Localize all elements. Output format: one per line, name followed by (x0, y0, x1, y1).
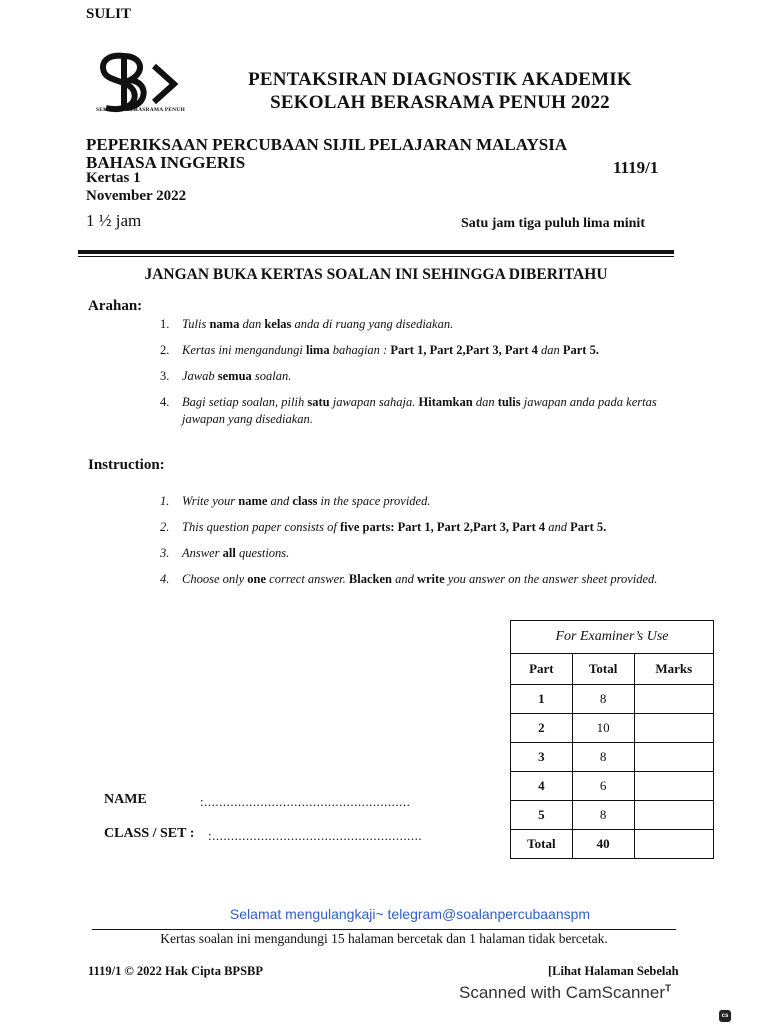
table-row (511, 714, 714, 743)
header-divider-thick (78, 250, 674, 254)
camscanner-watermark: Scanned with CamScanner$^T$ (459, 983, 672, 1002)
table-row (511, 801, 714, 830)
class-set-label: CLASS / SET : (104, 826, 195, 841)
arahan-item: 3. Jawab semua soalan. (160, 369, 292, 383)
part-cell: 1 (511, 685, 573, 714)
page-count-note: Kertas soalan ini mengandungi 15 halaman bercetak dan 1 halaman tidak bercetak. (160, 931, 608, 946)
name-label: NAME (104, 792, 147, 807)
item-number: 1. (160, 494, 170, 508)
arahan-list (160, 316, 680, 428)
warning-notice: JANGAN BUKA KERTAS SOALAN INI SEHINGGA DIBERITAHU (144, 266, 608, 283)
total-cell: 8 (572, 743, 634, 772)
name-field[interactable]: :....................................................... (200, 794, 411, 809)
item-number: 2. (160, 520, 170, 534)
paper-number: Kertas 1 (86, 170, 141, 186)
instruction-item: 1. Write your name and class in the space provided. (160, 494, 431, 508)
table-total-row (511, 830, 714, 859)
examiner-table (510, 620, 714, 859)
marks-cell (634, 743, 714, 772)
paper-code: 1119/1 (613, 158, 659, 177)
instruction-item: 4. Choose only one correct answer. Blacken and write you answer on the answer sheet provided. (160, 572, 658, 586)
next-page-note: [Lihat Halaman Sebelah (548, 964, 679, 978)
arahan-heading: Arahan: (88, 298, 143, 314)
marks-cell (634, 830, 714, 859)
camscanner-icon: cs (719, 1010, 731, 1022)
total-cell: 8 (572, 685, 634, 714)
header-divider-thin (78, 256, 674, 257)
part-cell: 2 (511, 714, 573, 743)
marks-cell (634, 714, 714, 743)
total-cell: 40 (572, 830, 634, 859)
subject: BAHASA INGGERIS (86, 153, 246, 172)
telegram-watermark: Selamat mengulangkaji~ telegram@soalanpercubaanspm (229, 906, 591, 922)
table-header-row (511, 654, 714, 685)
instruction-list (160, 493, 680, 588)
class-set-field[interactable]: :........................................................ (208, 828, 423, 843)
part-cell: Total (511, 830, 573, 859)
copyright: 1119/1 © 2022 Hak Cipta BPSBP (88, 964, 263, 978)
marks-cell (634, 801, 714, 830)
table-row (511, 772, 714, 801)
item-number: 4. (160, 395, 170, 409)
arahan-item: 2. Kertas ini mengandungi lima bahagian : Part 1, Part 2,Part 3, Part 4 dan Part 5. (160, 343, 599, 357)
duration-words: Satu jam tiga puluh lima minit (461, 216, 645, 231)
duration: 1 ½ jam (86, 211, 142, 230)
organisation-line-1: PENTAKSIRAN DIAGNOSTIK AKADEMIK (248, 69, 632, 90)
marks-cell (634, 685, 714, 714)
part-cell: 4 (511, 772, 573, 801)
total-cell: 6 (572, 772, 634, 801)
item-number: 3. (160, 546, 170, 560)
item-number: 2. (160, 343, 170, 357)
column-header: Total (572, 654, 634, 685)
part-cell: 5 (511, 801, 573, 830)
item-number: 4. (160, 572, 170, 586)
examiner-table-caption: For Examiner’s Use (511, 621, 714, 654)
marks-cell (634, 772, 714, 801)
organisation-line-2: SEKOLAH BERASRAMA PENUH 2022 (270, 92, 610, 113)
item-number: 1. (160, 317, 170, 331)
column-header: Part (511, 654, 573, 685)
part-cell: 3 (511, 743, 573, 772)
instruction-heading: Instruction: (88, 457, 165, 473)
arahan-item: 4. Bagi setiap soalan, pilih satu jawapan sahaja. Hitamkan dan tulis jawapan anda pada kertas jawapan yang disediakan. (160, 395, 657, 426)
instruction-item: 3. Answer all questions. (160, 546, 290, 560)
classification-label: SULIT (86, 6, 132, 22)
table-row (511, 743, 714, 772)
footer-divider (92, 929, 676, 930)
total-cell: 10 (572, 714, 634, 743)
column-header: Marks (634, 654, 714, 685)
item-number: 3. (160, 369, 170, 383)
arahan-item: 1. Tulis nama dan kelas anda di ruang yang disediakan. (160, 317, 454, 331)
table-row (511, 685, 714, 714)
exam-title: PEPERIKSAAN PERCUBAAN SIJIL PELAJARAN MALAYSIA (86, 135, 568, 154)
instruction-item: 2. This question paper consists of five parts: Part 1, Part 2,Part 3, Part 4 and Part 5. (160, 520, 607, 534)
logo-caption: SEKOLAH BERASRAMA PENUH (96, 107, 185, 113)
total-cell: 8 (572, 801, 634, 830)
exam-date: November 2022 (86, 188, 187, 204)
